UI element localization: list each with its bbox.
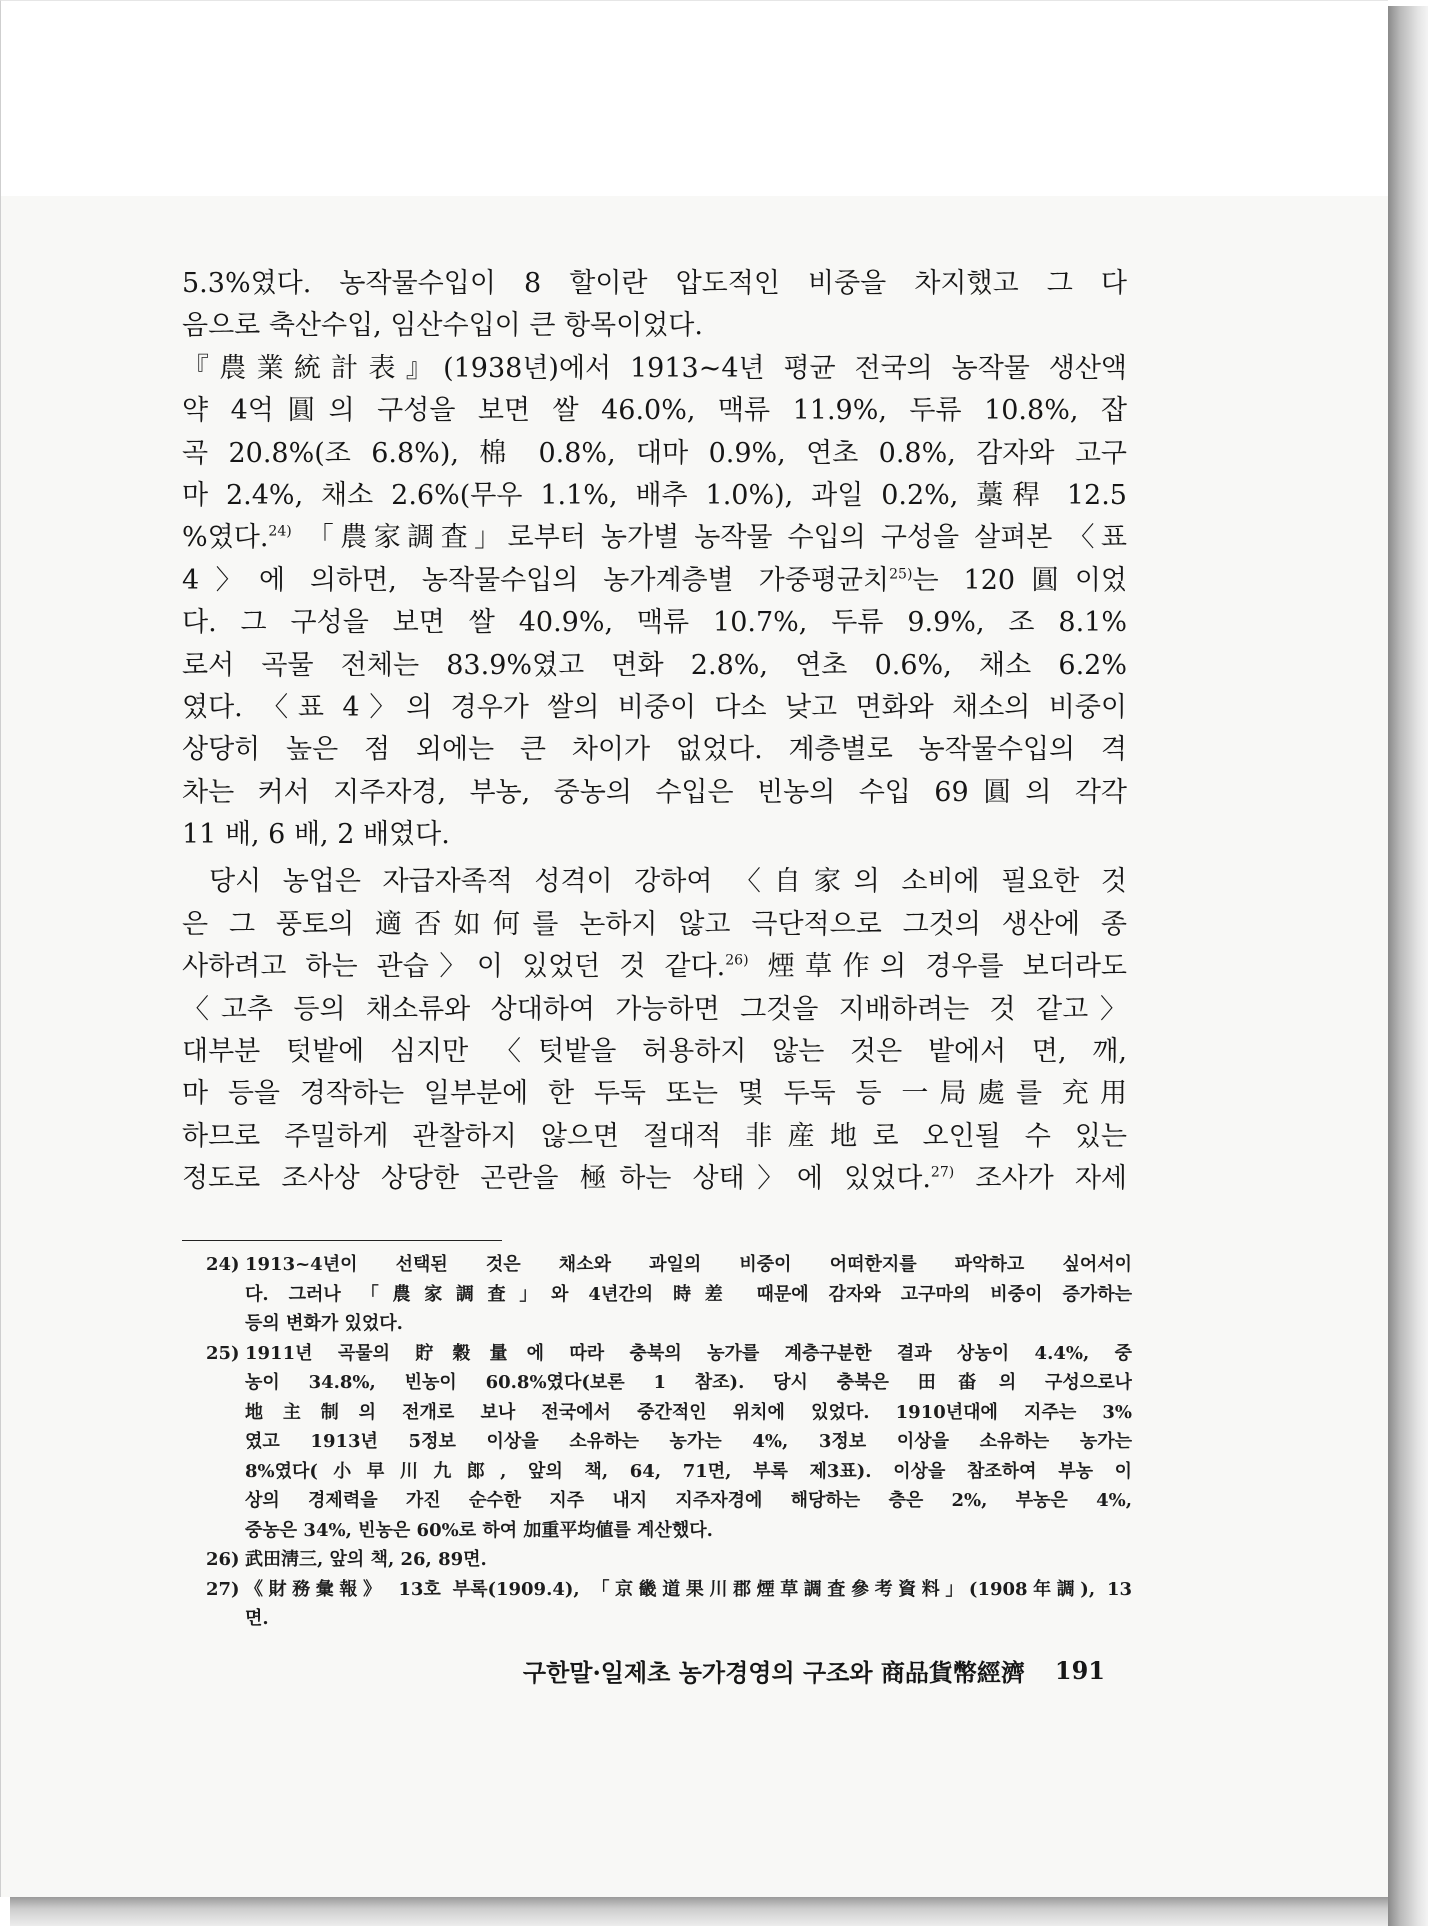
footnote-line: 《財務彙報》 13호 부록(1909.4), 「京畿道果川郡煙草調査參考資料」(1908年調), 13 bbox=[245, 1578, 1132, 1600]
body-line-text: 사하려고 하는 관습〉이 있었던 것 같다. bbox=[182, 951, 726, 983]
footnote-number: 26) bbox=[206, 1549, 240, 1570]
footnote-body bbox=[245, 1575, 1132, 1634]
footnotes bbox=[206, 1250, 1132, 1634]
body-line: 마 등을 경작하는 일부분에 한 두둑 또는 몇 두둑 등 一局處를 充用 bbox=[182, 1078, 1127, 1110]
footnote-line: 상의 경제력을 가진 순수한 지주 내지 지주자경에 해당하는 층은 2%, 부농은 4%, bbox=[245, 1490, 1132, 1511]
body-line-text: 「農家調査」로부터 농가별 농작물 수입의 구성을 살펴본 〈표 bbox=[291, 522, 1127, 554]
footnote-line: 등의 변화가 있었다. bbox=[245, 1313, 403, 1334]
footnote-line: 8%였다(小早川九郎, 앞의 책, 64, 71면, 부록 제3표). 이상을 참조하여 부농 이 bbox=[245, 1460, 1132, 1482]
paragraph bbox=[182, 263, 1127, 348]
body-line: 로서 곡물 전체는 83.9%였고 면화 2.8%, 연초 0.6%, 채소 6.2% bbox=[182, 649, 1127, 681]
body-line: 마 2.4%, 채소 2.6%(무우 1.1%, 배추 1.0%), 과일 0.2%, 藁稈 12.5 bbox=[182, 479, 1127, 511]
page-number: 191 bbox=[1054, 1655, 1105, 1685]
footnote-ref: 26) bbox=[725, 952, 749, 969]
footnote-body bbox=[245, 1545, 1132, 1575]
footnote-line: 地主制의 전개로 보나 전국에서 중간적인 위치에 있었다. 1910년대에 지주는 3% bbox=[245, 1401, 1132, 1423]
body-line-text: 조사가 자세 bbox=[954, 1163, 1127, 1195]
body-line bbox=[182, 517, 1127, 559]
footnote-body bbox=[245, 1339, 1132, 1546]
body-line bbox=[182, 560, 1127, 602]
body-line: 당시 농업은 자급자족적 성격이 강하여 〈自家의 소비에 필요한 것 bbox=[209, 866, 1127, 898]
footnote-line: 면. bbox=[245, 1608, 269, 1629]
body-line: 하므로 주밀하게 관찰하지 않으면 절대적 非産地로 오인될 수 있는 bbox=[182, 1120, 1127, 1152]
footnote-number: 27) bbox=[206, 1578, 240, 1600]
body-line: 곡 20.8%(조 6.8%), 棉 0.8%, 대마 0.9%, 연초 0.8%, 감자와 고구 bbox=[182, 437, 1127, 469]
paragraph bbox=[182, 861, 1127, 1200]
footnote-ref: 27) bbox=[930, 1164, 955, 1181]
body-line-text: 4〉에 의하면, 농작물수입의 농가계층별 가중평균치 bbox=[182, 564, 890, 596]
running-footer bbox=[440, 1653, 1105, 1687]
footnote-line: 중농은 34%, 빈농은 60%로 하여 加重平均値를 계산했다. bbox=[245, 1519, 713, 1541]
footnote bbox=[206, 1250, 1132, 1339]
body-line: 11 배, 6 배, 2 배였다. bbox=[182, 819, 450, 851]
footnote bbox=[206, 1339, 1132, 1546]
paragraph bbox=[182, 348, 1127, 857]
footnote-body bbox=[245, 1250, 1132, 1339]
page-edge-shadow-right bbox=[1388, 6, 1428, 1926]
footnote-line: 1911년 곡물의 貯穀量에 따라 충북의 농가를 계층구분한 결과 상농이 4.4%, 중 bbox=[245, 1342, 1132, 1364]
footnote-ref: 24) bbox=[268, 523, 292, 540]
body-line: 대부분 텃밭에 심지만 〈텃밭을 허용하지 않는 것은 밭에서 면, 깨, bbox=[182, 1036, 1127, 1068]
footnote-line: 1913~4년이 선택된 것은 채소와 과일의 비중이 어떠한지를 파악하고 싶어서이 bbox=[245, 1254, 1132, 1275]
body-line-text: %였다. bbox=[182, 522, 269, 554]
footnote-line: 다. 그러나 「農家調査」와 4년간의 時差 때문에 감자와 고구마의 비중이 증가하는 bbox=[245, 1283, 1132, 1305]
footnote-line: 농이 34.8%, 빈농이 60.8%였다(보론 1 참조). 당시 충북은 田畓의 구성으로나 bbox=[245, 1372, 1132, 1393]
body-line: 『農業統計表』(1938년)에서 1913~4년 평균 전국의 농작물 생산액 bbox=[182, 352, 1127, 384]
body-line: 차는 커서 지주자경, 부농, 중농의 수입은 빈농의 수입 69圓의 각각 bbox=[182, 776, 1127, 808]
body-line-text: 는 120圓이었 bbox=[912, 564, 1127, 596]
body-line: 였다. 〈표 4〉의 경우가 쌀의 비중이 다소 낮고 면화와 채소의 비중이 bbox=[182, 691, 1127, 723]
body-line: 상당히 높은 점 외에는 큰 차이가 없었다. 계층별로 농작물수입의 격 bbox=[182, 734, 1127, 766]
footnote-ref: 25) bbox=[889, 566, 913, 583]
footnote-line: 였고 1913년 5정보 이상을 소유하는 농가는 4%, 3정보 이상을 소유하는 농가는 bbox=[245, 1431, 1132, 1452]
footnote bbox=[206, 1545, 1132, 1575]
page-edge-shadow-bottom bbox=[10, 1897, 1388, 1926]
body-line: 약 4억圓의 구성을 보면 쌀 46.0%, 맥류 11.9%, 두류 10.8%, 잡 bbox=[182, 395, 1127, 427]
footnote-number: 25) bbox=[206, 1342, 240, 1364]
body-line: 〈고추 등의 채소류와 상대하여 가능하면 그것을 지배하려는 것 같고〉 bbox=[182, 993, 1127, 1025]
footnote-line: 武田淸三, 앞의 책, 26, 89면. bbox=[245, 1549, 487, 1570]
body-line bbox=[182, 946, 1127, 988]
body-text bbox=[182, 263, 1127, 1201]
footnote bbox=[206, 1575, 1132, 1634]
footnote-separator bbox=[182, 1240, 502, 1241]
body-line-text: 정도로 조사상 상당한 곤란을 極하는 상태〉에 있었다. bbox=[182, 1163, 931, 1195]
body-line: 5.3%였다. 농작물수입이 8 할이란 압도적인 비중을 차지했고 그 다 bbox=[182, 268, 1127, 299]
body-line: 음으로 축산수입, 임산수입이 큰 항목이었다. bbox=[182, 310, 703, 342]
footnote-number: 24) bbox=[206, 1254, 240, 1275]
body-line bbox=[182, 1158, 1127, 1200]
body-line: 은 그 풍토의 適否如何를 논하지 않고 극단적으로 그것의 생산에 종 bbox=[182, 908, 1127, 940]
running-footer-title: 구한말·일제초 농가경영의 구조와 商品貨幣經濟 bbox=[522, 1657, 1025, 1687]
body-line-text: 煙草作의 경우를 보더라도 bbox=[748, 951, 1127, 983]
body-line: 다. 그 구성을 보면 쌀 40.9%, 맥류 10.7%, 두류 9.9%, 조 8.1% bbox=[182, 607, 1127, 639]
